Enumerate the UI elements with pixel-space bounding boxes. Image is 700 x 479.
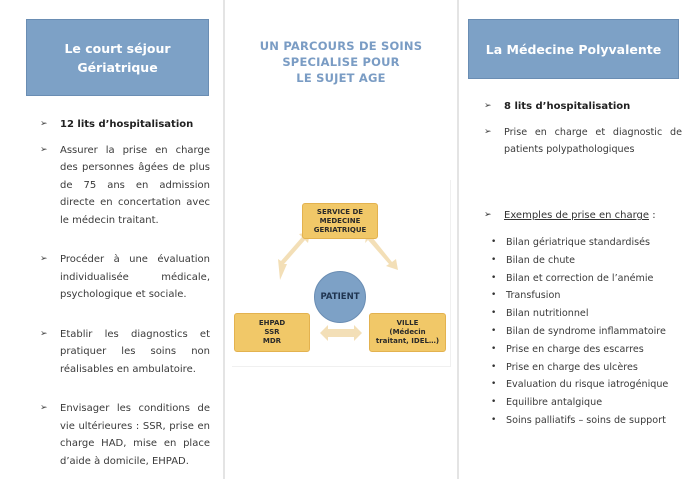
node-text: SERVICE DE: [316, 207, 364, 216]
item-text: Etablir les diagnostics et pratiquer les soins non réalisables en ambulatoire.: [60, 328, 210, 375]
arrow-bullet-icon: ➢: [484, 101, 492, 111]
dot-bullet-icon: •: [491, 308, 497, 319]
arrow-bullet-icon: ➢: [40, 328, 48, 339]
dot-bullet-icon: •: [491, 237, 497, 247]
list-item: [488, 394, 698, 412]
list-item: [488, 359, 698, 377]
list-item: [488, 305, 698, 323]
dot-bullet-icon: •: [491, 379, 497, 390]
list-item: [488, 287, 698, 305]
left-panel: [0, 0, 223, 479]
arrow-bullet-icon: ➢: [484, 126, 492, 137]
item-text: Transfusion: [506, 290, 561, 302]
list-item: [488, 412, 698, 430]
care-pathway-diagram: [232, 180, 451, 367]
right-panel: [459, 0, 700, 479]
dot-bullet-icon: •: [491, 254, 497, 265]
item-text: Bilan et correction de l’anémie: [506, 272, 654, 284]
list-item: [40, 400, 210, 470]
item-text: Procéder à une évaluation individualisée médicale, psychologique et sociale.: [60, 254, 210, 300]
node-text: GERIATRIQUE: [313, 225, 367, 234]
dot-bullet-icon: •: [491, 290, 497, 301]
right-panel-title: La Médecine Polyvalente: [468, 19, 679, 79]
node-text: (Médecin: [389, 328, 426, 336]
node-patient: PATIENT: [314, 271, 366, 323]
dot-bullet-icon: •: [491, 361, 497, 372]
item-text: Prise en charge des escarres: [506, 343, 644, 355]
left-bullet-list: [40, 116, 210, 470]
list-item: [40, 142, 210, 230]
center-title: [224, 38, 458, 86]
node-ville: [369, 313, 446, 352]
arrow-bullet-icon: ➢: [40, 254, 48, 264]
node-text: MEDECINE: [319, 216, 361, 225]
item-text: 8 lits d’hospitalisation: [504, 101, 631, 112]
left-panel-title: [26, 19, 209, 96]
title-line: Le court séjour: [64, 40, 171, 56]
list-item: [488, 376, 698, 394]
arrow-bullet-icon: ➢: [40, 119, 48, 129]
node-text: MDR: [262, 337, 282, 345]
list-item: [488, 341, 698, 359]
list-item: [40, 251, 210, 304]
examples-heading: [484, 207, 682, 224]
item-text: Equilibre antalgique: [506, 397, 603, 409]
list-item: [488, 234, 698, 252]
item-text: Envisager les conditions de vie ultérieures : SSR, prise en charge HAD, mise en place d’aide à domicile, EHPAD.: [60, 403, 210, 467]
list-item: [40, 116, 210, 134]
dot-bullet-icon: •: [491, 397, 497, 408]
item-text: Prise en charge et diagnostic de patients polypathologiques: [504, 126, 682, 155]
title-line: Gériatrique: [77, 59, 158, 75]
list-item: [484, 124, 682, 159]
arrow-bullet-icon: ➢: [40, 144, 48, 155]
node-ehpad-ssr-mdr: [234, 313, 310, 352]
dot-bullet-icon: •: [491, 272, 497, 283]
node-text: EHPAD: [258, 319, 286, 327]
examples-colon: :: [649, 210, 656, 221]
list-item: [488, 270, 698, 288]
node-text: SSR: [264, 328, 280, 336]
arrow-bullet-icon: ➢: [40, 403, 48, 413]
item-text: Bilan de chute: [506, 254, 576, 266]
list-item: [488, 252, 698, 270]
right-bullet-list: [484, 98, 682, 159]
examples-list: [488, 234, 698, 430]
item-text: Bilan de syndrome inflammatoire: [506, 325, 666, 337]
examples-label: Exemples de prise en charge: [504, 210, 650, 221]
title-line: LE SUJET AGE: [296, 71, 386, 85]
arrow-bullet-icon: ➢: [484, 210, 492, 220]
item-text: 12 lits d’hospitalisation: [60, 119, 194, 130]
node-geriatric-service: [302, 203, 378, 239]
dot-bullet-icon: •: [491, 343, 497, 354]
title-line: SPECIALISE POUR: [282, 55, 400, 69]
double-arrow-icon: [320, 325, 362, 341]
item-text: Bilan nutritionnel: [506, 308, 589, 320]
item-text: Evaluation du risque iatrogénique: [506, 379, 669, 391]
item-text: Prise en charge des ulcères: [506, 361, 638, 373]
list-item: [40, 326, 210, 379]
list-item: [484, 98, 682, 116]
item-text: Assurer la prise en charge des personnes âgées de plus de 75 ans en admission directe en concertation avec le médecin traitant.: [60, 144, 210, 226]
dot-bullet-icon: •: [491, 414, 497, 425]
item-text: Soins palliatifs – soins de support: [506, 414, 666, 426]
node-text: traitant, IDEL…): [375, 337, 440, 345]
item-text: Bilan gériatrique standardisés: [506, 237, 651, 248]
dot-bullet-icon: •: [491, 325, 497, 336]
list-item: [488, 323, 698, 341]
node-text: VILLE: [396, 319, 419, 327]
title-line: UN PARCOURS DE SOINS: [259, 39, 423, 53]
double-arrow-icon: [278, 232, 310, 280]
